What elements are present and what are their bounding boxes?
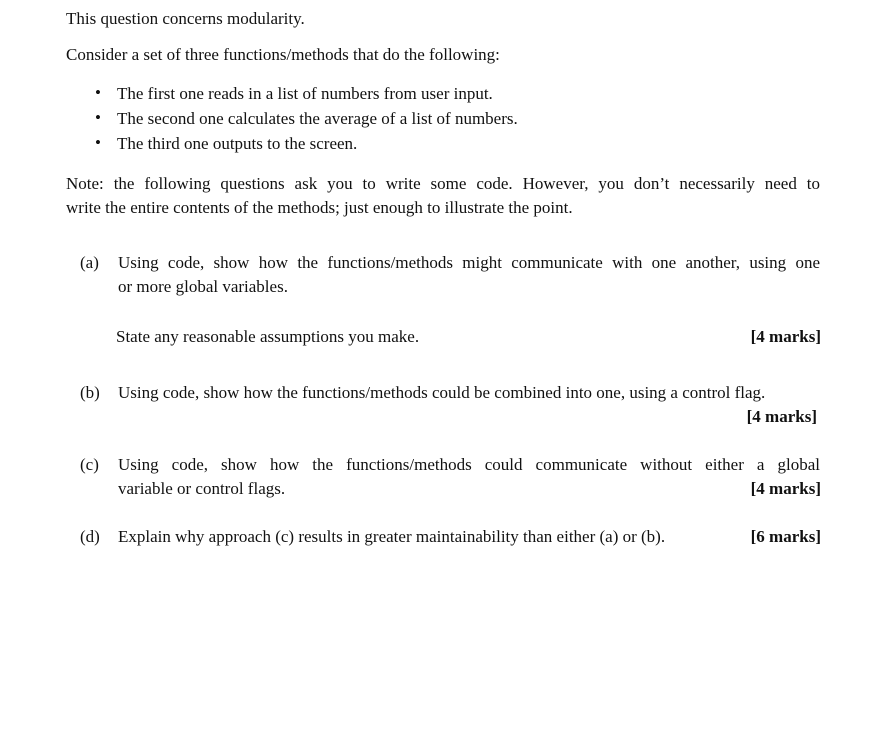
marks-label: [6 marks] (750, 527, 821, 546)
list-item-text: The third one outputs to the screen. (117, 134, 358, 153)
bullet-dot: • (95, 83, 101, 102)
question-text-line-2: variable or control flags. (118, 479, 286, 498)
marks-label: [4 marks] (750, 327, 821, 346)
marks-label: [4 marks] (746, 407, 817, 426)
question-text-line-1: Using code, show how the functions/methods could communicate without either a global (118, 455, 820, 474)
question-text-line-1: Explain why approach (c) results in greater maintainability than either (a) or (b). (118, 527, 666, 546)
list-item-text: The second one calculates the average of a list of numbers. (117, 109, 518, 128)
question-label: (a) (80, 253, 99, 272)
question-label: (c) (80, 455, 99, 474)
intro-text: This question concerns modularity. (66, 9, 305, 28)
marks-label: [4 marks] (750, 479, 821, 498)
assumption-text: State any reasonable assumptions you make. (116, 327, 420, 346)
question-label: (b) (80, 383, 100, 402)
question-label: (d) (80, 527, 100, 546)
question-text-line-1: Using code, show how the functions/methods might communicate with one another, using one (118, 253, 820, 272)
bullet-dot: • (95, 108, 101, 127)
bullet-dot: • (95, 133, 101, 152)
question-text-line-1: Using code, show how the functions/methods could be combined into one, using a control flag. (118, 383, 766, 402)
question-text-line-2: or more global variables. (118, 277, 288, 296)
note-line-2: write the entire contents of the methods; just enough to illustrate the point. (66, 198, 573, 217)
list-item-text: The first one reads in a list of numbers from user input. (117, 84, 493, 103)
consider-text: Consider a set of three functions/methods that do the following: (66, 45, 500, 64)
note-line-1: Note: the following questions ask you to write some code. However, you don’t necessarily need to (66, 174, 820, 193)
